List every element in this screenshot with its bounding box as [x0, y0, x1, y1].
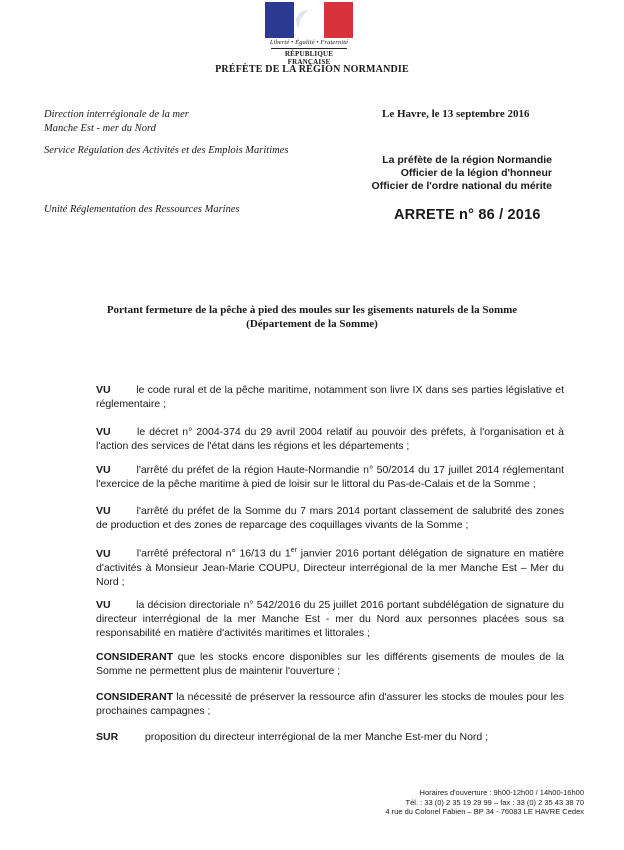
arrete-number: ARRETE n° 86 / 2016: [394, 207, 541, 223]
clause-vu-6: [96, 598, 564, 640]
clause-considerant-2: [96, 690, 564, 718]
clause-vu-2: [96, 425, 564, 453]
tricolor-flag-icon: [265, 2, 353, 38]
clause-keyword: VU: [96, 547, 111, 560]
clause-keyword: VU: [96, 505, 111, 517]
subject-line-1: Portant fermeture de la pêche à pied des moules sur les gisements naturels de la Somme: [106, 304, 518, 316]
title-line-3: Officier de l'ordre national du mérite: [371, 180, 552, 192]
clause-keyword: VU: [96, 599, 111, 611]
clause-keyword: VU: [96, 384, 111, 396]
clause-sur: [96, 730, 564, 744]
marianne-profile-icon: [265, 2, 353, 38]
dateline: Le Havre, le 13 septembre 2016: [382, 108, 530, 120]
prefecture-heading: PRÉFÈTE DE LA RÉGION NORMANDIE: [215, 64, 409, 75]
clause-keyword: VU: [96, 426, 111, 438]
direction-line-2: Manche Est - mer du Nord: [44, 123, 156, 134]
subject-line-2: (Département de la Somme): [246, 318, 378, 330]
clause-text: l'arrêté du préfet de la Somme du 7 mars 2014 portant classement de salubrité des zones de production et des zones de reparcage des coquillages vivants de la Somme ;: [96, 505, 564, 531]
footer-contact: [385, 788, 584, 817]
prefect-titles: [300, 154, 552, 193]
clause-text: proposition du directeur interrégional de la mer Manche Est-mer du Nord ;: [144, 731, 489, 743]
title-line-1: La préfète de la région Normandie: [382, 154, 552, 166]
footer-phone: Tél. : 33 (0) 2 35 19 29 99 – fax : 33 (0) 2 35 43 38 70: [405, 797, 584, 807]
clause-superscript: er: [290, 547, 297, 554]
footer-hours: Horaires d'ouverture : 9h00-12h00 / 14h00-16h00: [419, 788, 584, 797]
clause-keyword: SUR: [96, 731, 119, 743]
clause-text-before: l'arrêté préfectoral n° 16/13 du 1: [136, 547, 291, 560]
clause-keyword: VU: [96, 464, 111, 476]
clause-text-after: janvier 2016 portant délégation de signature en matière d'activités à Monsieur Jean-Marie COUPU, Directeur interrégional de la mer Manche Est – Mer du Nord ;: [96, 547, 565, 588]
sender-unit: Unité Réglementation des Ressources Marines: [44, 204, 240, 215]
clause-text: que les stocks encore disponibles sur les différents gisements de moules de la Somme ne permettent plus de maintenir l'ouverture ;: [96, 651, 565, 677]
title-line-2: Officier de la légion d'honneur: [400, 167, 552, 179]
footer-address: 4 rue du Colonel Fabien – BP 34 - 76083 LE HAVRE Cedex: [385, 807, 584, 816]
clause-vu-4: [96, 504, 564, 532]
clause-text: la décision directoriale n° 542/2016 du 25 juillet 2016 portant subdélégation de signature du directeur interrégional de la mer Manche Est - mer du Nord aux personnes placées sous sa responsabilité en matière d'activités maritimes et littorales ;: [96, 599, 564, 639]
clause-keyword: CONSIDERANT: [96, 651, 174, 663]
clause-vu-1: [96, 383, 564, 411]
sender-service: Service Régulation des Activités et des Emplois Maritimes: [44, 145, 289, 156]
republic-motto: Liberté • Égalité • Fraternité: [269, 39, 349, 46]
sender-direction: [44, 108, 189, 136]
clause-text: le code rural et de la pêche maritime, notamment son livre IX dans ses parties législative et réglementaire ;: [96, 384, 565, 410]
marianne-logo: [265, 2, 353, 66]
republic-name: RÉPUBLIQUE FRANÇAISE: [284, 50, 334, 66]
clause-text: la nécessité de préserver la ressource afin d'assurer les stocks de moules pour les prochaines campagnes ;: [96, 691, 564, 717]
document-subject: [0, 303, 624, 331]
clause-text: le décret n° 2004-374 du 29 avril 2004 relatif au pouvoir des préfets, à l'organisation et à l'action des services de l'état dans les régions et les départements ;: [96, 426, 564, 452]
clause-considerant-1: [96, 650, 564, 678]
clause-keyword: CONSIDERANT: [96, 691, 174, 703]
clause-text: l'arrêté du préfet de la région Haute-Normandie n° 50/2014 du 17 juillet 2014 réglementant l'exercice de la pêche maritime à pied de loisir sur le littoral du Pas-de-Calais et de la Somme ;: [96, 464, 564, 490]
clause-vu-3: [96, 463, 564, 491]
clause-vu-5: [96, 544, 564, 589]
logo-divider: [271, 48, 347, 49]
direction-line-1: Direction interrégionale de la mer: [44, 109, 189, 120]
